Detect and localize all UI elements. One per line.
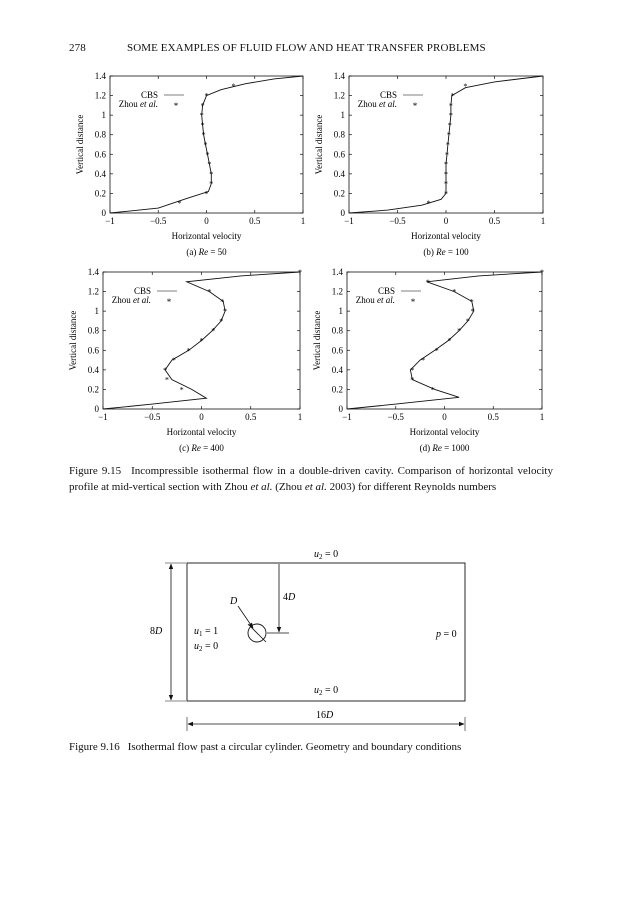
panel-caption-value: = 1000 <box>441 443 470 453</box>
figure-9-16-label: Figure 9.16 <box>69 741 120 753</box>
zhou-data-point: * <box>200 120 205 130</box>
zhou-data-point: * <box>447 120 452 130</box>
zhou-data-point: * <box>448 111 453 121</box>
y-tick-label: 0.4 <box>331 364 343 375</box>
legend-zhou-label <box>119 99 158 109</box>
zhou-data-point: * <box>540 268 544 277</box>
legend-zhou-etal: et al. <box>140 99 158 109</box>
zhou-data-point: * <box>209 179 214 189</box>
legend-cbs-label: CBS <box>377 286 395 296</box>
y-tick-label: 0.8 <box>94 129 106 140</box>
zhou-data-point: * <box>450 91 455 101</box>
y-tick-label: 1.4 <box>331 267 343 277</box>
panel-caption <box>423 247 469 257</box>
zhou-data-point: * <box>179 385 184 395</box>
zhou-data-point: * <box>448 101 453 111</box>
legend-zhou-prefix: Zhou <box>355 295 377 305</box>
y-tick-label: 1.4 <box>94 71 106 81</box>
zhou-data-point: * <box>199 111 204 121</box>
y-tick-label: 0.8 <box>87 325 99 336</box>
x-tick-label: −1 <box>105 216 115 226</box>
panel-caption-prefix: (a) <box>186 247 199 257</box>
figure-9-16-diagram <box>0 540 619 740</box>
y-tick-label: 1.2 <box>87 286 99 297</box>
x-tick-label: 0.5 <box>249 216 261 226</box>
legend-zhou-prefix: Zhou <box>357 99 379 109</box>
zhou-data-point: * <box>171 356 176 366</box>
x-tick-label: −1 <box>98 412 108 422</box>
legend-zhou-label <box>112 295 151 305</box>
panel-caption-variable: Re <box>198 247 209 257</box>
inlet-u2-label: $u_2 = 0$ <box>194 641 219 653</box>
y-tick-label: 0 <box>340 208 345 218</box>
y-tick-label: 0.2 <box>87 384 99 395</box>
caption-italic-etal: et al. <box>250 481 273 493</box>
x-tick-label: 1 <box>540 216 546 226</box>
legend-zhou-label <box>356 295 395 305</box>
y-tick-label: 0.4 <box>333 168 345 179</box>
page-number: 278 <box>69 42 86 54</box>
zhou-data-point: * <box>445 150 449 160</box>
y-tick-label: 0.6 <box>331 345 343 356</box>
zhou-data-point: * <box>457 326 462 336</box>
legend-zhou-prefix: Zhou <box>111 295 133 305</box>
x-tick-label: −0.5 <box>387 412 404 422</box>
y-tick-label: 0.2 <box>94 188 106 199</box>
x-axis-label: Horizontal velocity <box>166 427 237 437</box>
x-axis-label: Horizontal velocity <box>171 231 242 241</box>
zhou-data-point: * <box>205 150 210 160</box>
legend-zhou-etal: et al. <box>133 295 151 305</box>
zhou-data-point: * <box>444 169 448 179</box>
cbs-series-line <box>347 272 542 409</box>
zhou-data-point: * <box>203 140 208 150</box>
inlet-u1-label: $u_1 = 1$ <box>194 626 219 638</box>
zhou-data-point: * <box>209 169 214 179</box>
x-tick-label: −1 <box>344 216 354 226</box>
zhou-data-point: * <box>465 316 470 326</box>
legend-zhou-etal: et al. <box>377 295 395 305</box>
y-tick-label: 0 <box>338 404 343 414</box>
caption-text-part: (Zhou <box>272 481 305 493</box>
y-tick-label: 0 <box>101 208 106 218</box>
figure-9-15-label: Figure 9.15 <box>69 465 122 477</box>
zhou-data-point: * <box>410 365 415 375</box>
legend-zhou-marker: * <box>412 101 418 111</box>
zhou-data-point: * <box>231 81 236 91</box>
figure-9-15-caption <box>69 463 553 495</box>
panel-caption-prefix: (b) <box>423 247 437 257</box>
x-tick-label: 0 <box>204 216 209 226</box>
x-tick-label: 0.5 <box>488 216 501 226</box>
caption-text-part: 2003) for different Reynolds numbers <box>326 481 497 493</box>
panel-caption-prefix: (d) <box>419 443 433 453</box>
height-label: 8D <box>150 626 163 637</box>
panel-caption <box>179 443 224 453</box>
legend-zhou-etal: et al. <box>379 99 397 109</box>
zhou-data-point: * <box>470 307 475 317</box>
y-tick-label: 0.4 <box>87 364 99 375</box>
zhou-data-point: * <box>452 287 457 297</box>
zhou-data-point: * <box>207 287 212 297</box>
panel-caption-value: = 50 <box>208 247 227 257</box>
diameter-leader-arrow <box>238 606 253 628</box>
y-tick-label: 1.2 <box>333 90 345 101</box>
y-tick-label: 1 <box>101 110 106 121</box>
caption-text-part: Incompressible isothermal flow in a double-driven cavity. Comparison of horizontal velocity profile at mid-vertical section with Zhou <box>69 465 553 493</box>
figure-9-16-caption <box>69 739 553 755</box>
panel-caption-variable: Re <box>191 443 201 453</box>
x-tick-label: 1 <box>300 216 306 226</box>
zhou-data-point: * <box>220 297 225 307</box>
zhou-data-point: * <box>430 385 435 395</box>
zhou-data-point: * <box>219 316 224 326</box>
zhou-data-point: * <box>223 307 228 317</box>
zhou-data-point: * <box>421 356 426 366</box>
legend-cbs-label: CBS <box>379 90 397 100</box>
zhou-data-point: * <box>410 375 415 385</box>
x-tick-label: 0 <box>443 216 449 226</box>
outlet-boundary-label: p = 0 <box>436 629 457 640</box>
y-axis-label: Vertical distance <box>68 310 78 371</box>
x-tick-label: −1 <box>342 412 352 422</box>
y-axis-label: Vertical distance <box>312 310 322 371</box>
plot-panel-b <box>314 71 545 257</box>
zhou-data-point: * <box>165 375 169 385</box>
zhou-data-point: * <box>207 160 212 170</box>
zhou-data-point: * <box>211 326 216 336</box>
legend-cbs-label: CBS <box>140 90 158 100</box>
x-axis-label: Horizontal velocity <box>411 231 481 241</box>
running-title: SOME EXAMPLES OF FLUID FLOW AND HEAT TRANSFER PROBLEMS <box>127 42 486 54</box>
plot-panel-a <box>75 71 305 257</box>
x-axis-label: Horizontal velocity <box>409 427 480 437</box>
x-tick-label: 1 <box>297 412 303 422</box>
y-tick-label: 0.6 <box>87 345 99 356</box>
legend-zhou-marker: * <box>166 297 172 307</box>
zhou-data-point: * <box>298 268 302 277</box>
panel-caption <box>420 443 470 453</box>
zhou-data-point: * <box>204 189 209 199</box>
plot-panel-c <box>68 267 302 453</box>
y-tick-label: 1.4 <box>333 71 345 81</box>
panel-caption-value: = 400 <box>200 443 224 453</box>
x-tick-label: 0 <box>199 412 204 422</box>
zhou-data-point: * <box>463 81 468 91</box>
zhou-data-point: * <box>446 130 451 140</box>
x-tick-label: −0.5 <box>144 412 161 422</box>
zhou-data-point: * <box>426 199 431 209</box>
y-tick-label: 1 <box>340 110 345 121</box>
zhou-data-point: * <box>444 189 448 199</box>
legend-zhou-prefix: Zhou <box>118 99 140 109</box>
panel-caption-prefix: (c) <box>179 443 192 453</box>
panel-caption-variable: Re <box>432 443 442 453</box>
legend-zhou-marker: * <box>173 101 179 111</box>
zhou-data-point: * <box>186 346 191 356</box>
zhou-data-point: * <box>444 160 448 170</box>
zhou-data-point: * <box>444 179 448 189</box>
y-tick-label: 1 <box>94 306 99 317</box>
y-tick-label: 1.2 <box>94 90 106 101</box>
diameter-label: D <box>230 596 238 607</box>
zhou-data-point: * <box>447 336 452 346</box>
zhou-data-point: * <box>199 336 204 346</box>
legend-cbs-label: CBS <box>133 286 151 296</box>
zhou-data-point: * <box>434 346 439 356</box>
cylinder-offset-label: 4D <box>283 592 296 603</box>
y-tick-label: 0.8 <box>331 325 343 336</box>
zhou-data-point: * <box>177 199 182 209</box>
y-axis-label: Vertical distance <box>314 114 324 175</box>
panel-caption-variable: Re <box>436 247 446 257</box>
flow-domain <box>187 563 465 701</box>
legend-zhou-label <box>358 99 397 109</box>
figure-9-16-caption-text: Isothermal flow past a circular cylinder. Geometry and boundary conditions <box>127 741 462 753</box>
top-boundary-label: $u_2 = 0$ <box>314 549 339 561</box>
zhou-data-point: * <box>204 91 209 101</box>
plot-frame <box>347 272 542 409</box>
y-tick-label: 0.2 <box>331 384 343 395</box>
x-tick-label: 0 <box>442 412 447 422</box>
y-tick-label: 0 <box>94 404 99 414</box>
panel-caption-value: = 100 <box>445 247 469 257</box>
zhou-data-point: * <box>469 297 474 307</box>
x-tick-label: 0.5 <box>487 412 499 422</box>
x-tick-label: 1 <box>539 412 545 422</box>
panel-caption <box>186 247 227 257</box>
plot-panel-d <box>312 267 544 453</box>
y-tick-label: 0.2 <box>333 188 345 199</box>
zhou-data-point: * <box>163 365 168 375</box>
y-axis-label: Vertical distance <box>75 114 85 175</box>
y-tick-label: 0.8 <box>333 129 345 140</box>
zhou-data-point: * <box>445 140 450 150</box>
caption-italic-etal: et al. <box>304 481 327 493</box>
y-tick-label: 1.2 <box>331 286 343 297</box>
x-tick-label: −0.5 <box>150 216 167 226</box>
y-tick-label: 1 <box>338 306 343 317</box>
legend-zhou-marker: * <box>410 297 416 307</box>
y-tick-label: 0.6 <box>94 149 106 160</box>
zhou-data-point: * <box>425 277 430 287</box>
y-tick-label: 0.4 <box>94 168 106 179</box>
zhou-data-point: * <box>200 101 205 111</box>
y-tick-label: 0.6 <box>333 149 345 160</box>
x-tick-label: −0.5 <box>389 216 406 226</box>
zhou-data-point: * <box>201 130 206 140</box>
x-tick-label: 0.5 <box>245 412 257 422</box>
bottom-boundary-label: $u_2 = 0$ <box>314 685 339 697</box>
y-tick-label: 1.4 <box>87 267 99 277</box>
length-label: 16D <box>316 710 334 721</box>
